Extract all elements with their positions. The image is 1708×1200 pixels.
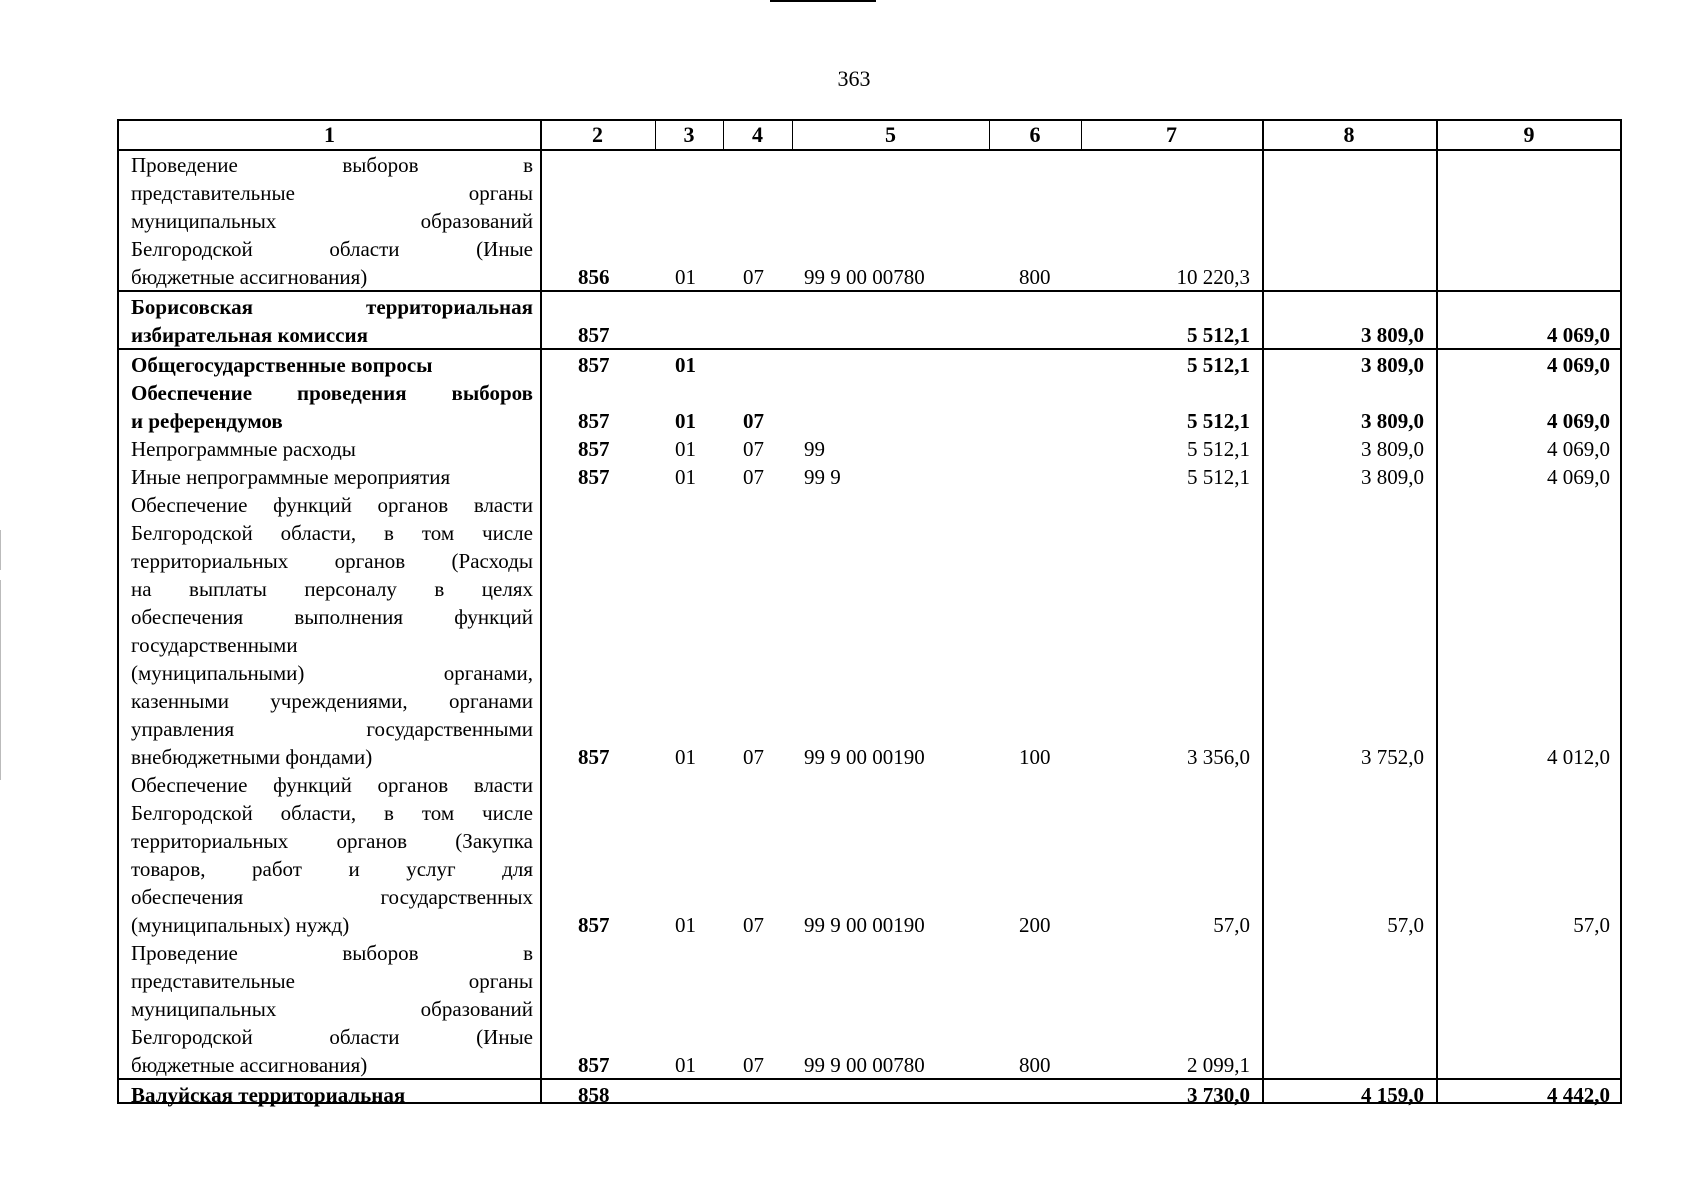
cell-c8: 3 809,0 bbox=[1361, 465, 1424, 489]
header-cell-7: 7 bbox=[1166, 122, 1177, 147]
cell-c3: 01 bbox=[675, 265, 696, 289]
cell-c3: 01 bbox=[675, 745, 696, 769]
cell-c6: 800 bbox=[1019, 265, 1051, 289]
top-edge-mark bbox=[770, 0, 876, 2]
header-cell-1: 1 bbox=[324, 122, 335, 147]
row-description bbox=[131, 491, 533, 771]
description-line: обеспечения выполнения функций bbox=[131, 605, 533, 629]
description-line: представительные органы bbox=[131, 181, 533, 205]
header-cell-4: 4 bbox=[752, 122, 763, 147]
description-line: товаров, работ и услуг для bbox=[131, 857, 533, 881]
header-cell-8: 8 bbox=[1343, 122, 1355, 147]
cell-c7: 5 512,1 bbox=[1187, 465, 1250, 489]
cell-c5: 99 bbox=[804, 437, 825, 461]
description-line: и референдумов bbox=[131, 409, 283, 433]
row-description bbox=[131, 293, 533, 349]
description-line: представительные органы bbox=[131, 969, 533, 993]
cell-c4: 07 bbox=[743, 913, 764, 937]
cell-c8: 3 809,0 bbox=[1361, 409, 1424, 433]
cell-c6: 100 bbox=[1019, 745, 1051, 769]
cell-c6: 200 bbox=[1019, 913, 1051, 937]
cell-c9: 57,0 bbox=[1573, 913, 1610, 937]
description-line: избирательная комиссия bbox=[131, 323, 368, 347]
description-line: Иные непрограммные мероприятия bbox=[131, 465, 451, 489]
description-line: (муниципальных) нужд) bbox=[131, 913, 350, 937]
cell-c8: 3 809,0 bbox=[1361, 353, 1424, 377]
cell-c8: 57,0 bbox=[1387, 913, 1424, 937]
cell-c2: 857 bbox=[578, 409, 610, 433]
scan-edge-mark bbox=[0, 580, 1, 780]
description-line: обеспечения государственных bbox=[131, 885, 533, 909]
cell-c3: 01 bbox=[675, 353, 696, 377]
cell-c4: 07 bbox=[743, 409, 764, 433]
scan-edge-mark bbox=[0, 530, 1, 570]
description-line: Борисовская территориальная bbox=[131, 295, 533, 319]
cell-c7: 5 512,1 bbox=[1187, 437, 1250, 461]
cell-c8: 3 752,0 bbox=[1361, 745, 1424, 769]
description-line: бюджетные ассигнования) bbox=[131, 265, 368, 289]
row-description bbox=[131, 463, 533, 491]
row-description bbox=[131, 435, 533, 463]
description-line: на выплаты персоналу в целях bbox=[131, 577, 533, 601]
row-description bbox=[131, 379, 533, 435]
cell-c9: 4 069,0 bbox=[1547, 465, 1610, 489]
cell-c2: 857 bbox=[578, 437, 610, 461]
budget-table bbox=[117, 119, 1622, 1107]
cell-c5: 99 9 bbox=[804, 465, 841, 489]
cell-c7: 3 356,0 bbox=[1187, 745, 1250, 769]
description-line: внебюджетными фондами) bbox=[131, 745, 373, 769]
description-line: Обеспечение функций органов власти bbox=[131, 493, 533, 517]
row-description bbox=[131, 151, 533, 291]
cell-c4: 07 bbox=[743, 437, 764, 461]
cell-c3: 01 bbox=[675, 409, 696, 433]
cell-c4: 07 bbox=[743, 265, 764, 289]
cell-c8: 4 159,0 bbox=[1361, 1083, 1424, 1107]
cell-c8: 3 809,0 bbox=[1361, 323, 1424, 347]
cell-c8: 3 809,0 bbox=[1361, 437, 1424, 461]
cell-c4: 07 bbox=[743, 1053, 764, 1077]
cell-c9: 4 069,0 bbox=[1547, 323, 1610, 347]
row-description bbox=[131, 939, 533, 1079]
cell-c7: 2 099,1 bbox=[1187, 1053, 1250, 1077]
page-number: 363 bbox=[837, 66, 871, 91]
cell-c2: 858 bbox=[578, 1083, 610, 1107]
cell-c5: 99 9 00 00780 bbox=[804, 265, 925, 289]
cell-c4: 07 bbox=[743, 745, 764, 769]
description-line: Проведение выборов в bbox=[131, 153, 533, 177]
description-line: (муниципальными) органами, bbox=[131, 661, 533, 685]
cell-c2: 857 bbox=[578, 323, 610, 347]
cell-c3: 01 bbox=[675, 465, 696, 489]
cell-c9: 4 442,0 bbox=[1547, 1083, 1610, 1107]
description-line: Проведение выборов в bbox=[131, 941, 533, 965]
row-rule bbox=[119, 348, 1620, 350]
description-line: Общегосударственные вопросы bbox=[131, 353, 433, 377]
cell-c2: 857 bbox=[578, 913, 610, 937]
header-cell-9: 9 bbox=[1523, 122, 1535, 147]
cell-c2: 857 bbox=[578, 745, 610, 769]
description-line: Белгородской области, в том числе bbox=[131, 801, 533, 825]
header-cell-6: 6 bbox=[1029, 122, 1041, 147]
row-rule bbox=[119, 1078, 1620, 1080]
column-divider bbox=[1262, 121, 1264, 1102]
cell-c7: 10 220,3 bbox=[1176, 265, 1250, 289]
description-line: казенными учреждениями, органами bbox=[131, 689, 533, 713]
cell-c5: 99 9 00 00780 bbox=[804, 1053, 925, 1077]
row-description bbox=[131, 1081, 533, 1109]
cell-c7: 5 512,1 bbox=[1187, 409, 1250, 433]
header-cell-3: 3 bbox=[683, 122, 695, 147]
header-cell-2: 2 bbox=[592, 122, 603, 147]
cell-c6: 800 bbox=[1019, 1053, 1051, 1077]
column-divider bbox=[1436, 121, 1438, 1102]
description-line: муниципальных образований bbox=[131, 997, 533, 1021]
header-cell-5: 5 bbox=[885, 122, 896, 147]
description-line: Валуйская территориальная bbox=[131, 1083, 406, 1107]
description-line: территориальных органов (Закупка bbox=[131, 829, 533, 853]
cell-c9: 4 069,0 bbox=[1547, 353, 1610, 377]
cell-c2: 857 bbox=[578, 353, 610, 377]
cell-c2: 857 bbox=[578, 465, 610, 489]
description-line: муниципальных образований bbox=[131, 209, 533, 233]
description-line: бюджетные ассигнования) bbox=[131, 1053, 368, 1077]
cell-c3: 01 bbox=[675, 1053, 696, 1077]
description-line: государственными bbox=[131, 633, 298, 657]
description-line: Непрограммные расходы bbox=[131, 437, 356, 461]
cell-c9: 4 069,0 bbox=[1547, 409, 1610, 433]
description-line: Белгородской области (Иные bbox=[131, 1025, 533, 1049]
cell-c2: 857 bbox=[578, 1053, 610, 1077]
cell-c7: 5 512,1 bbox=[1187, 323, 1250, 347]
cell-c4: 07 bbox=[743, 465, 764, 489]
cell-c3: 01 bbox=[675, 913, 696, 937]
cell-c7: 5 512,1 bbox=[1187, 353, 1250, 377]
description-line: территориальных органов (Расходы bbox=[131, 549, 533, 573]
cell-c2: 856 bbox=[578, 265, 610, 289]
row-description bbox=[131, 771, 533, 939]
description-line: Обеспечение проведения выборов bbox=[131, 381, 533, 405]
cell-c7: 57,0 bbox=[1213, 913, 1250, 937]
column-divider bbox=[540, 121, 542, 1102]
row-description bbox=[131, 351, 533, 379]
cell-c9: 4 012,0 bbox=[1547, 745, 1610, 769]
cell-c5: 99 9 00 00190 bbox=[804, 745, 925, 769]
description-line: Обеспечение функций органов власти bbox=[131, 773, 533, 797]
description-line: Белгородской области (Иные bbox=[131, 237, 533, 261]
cell-c9: 4 069,0 bbox=[1547, 437, 1610, 461]
cell-c7: 3 730,0 bbox=[1187, 1083, 1250, 1107]
cell-c3: 01 bbox=[675, 437, 696, 461]
row-rule bbox=[119, 290, 1620, 292]
description-line: управления государственными bbox=[131, 717, 533, 741]
cell-c5: 99 9 00 00190 bbox=[804, 913, 925, 937]
description-line: Белгородской области, в том числе bbox=[131, 521, 533, 545]
